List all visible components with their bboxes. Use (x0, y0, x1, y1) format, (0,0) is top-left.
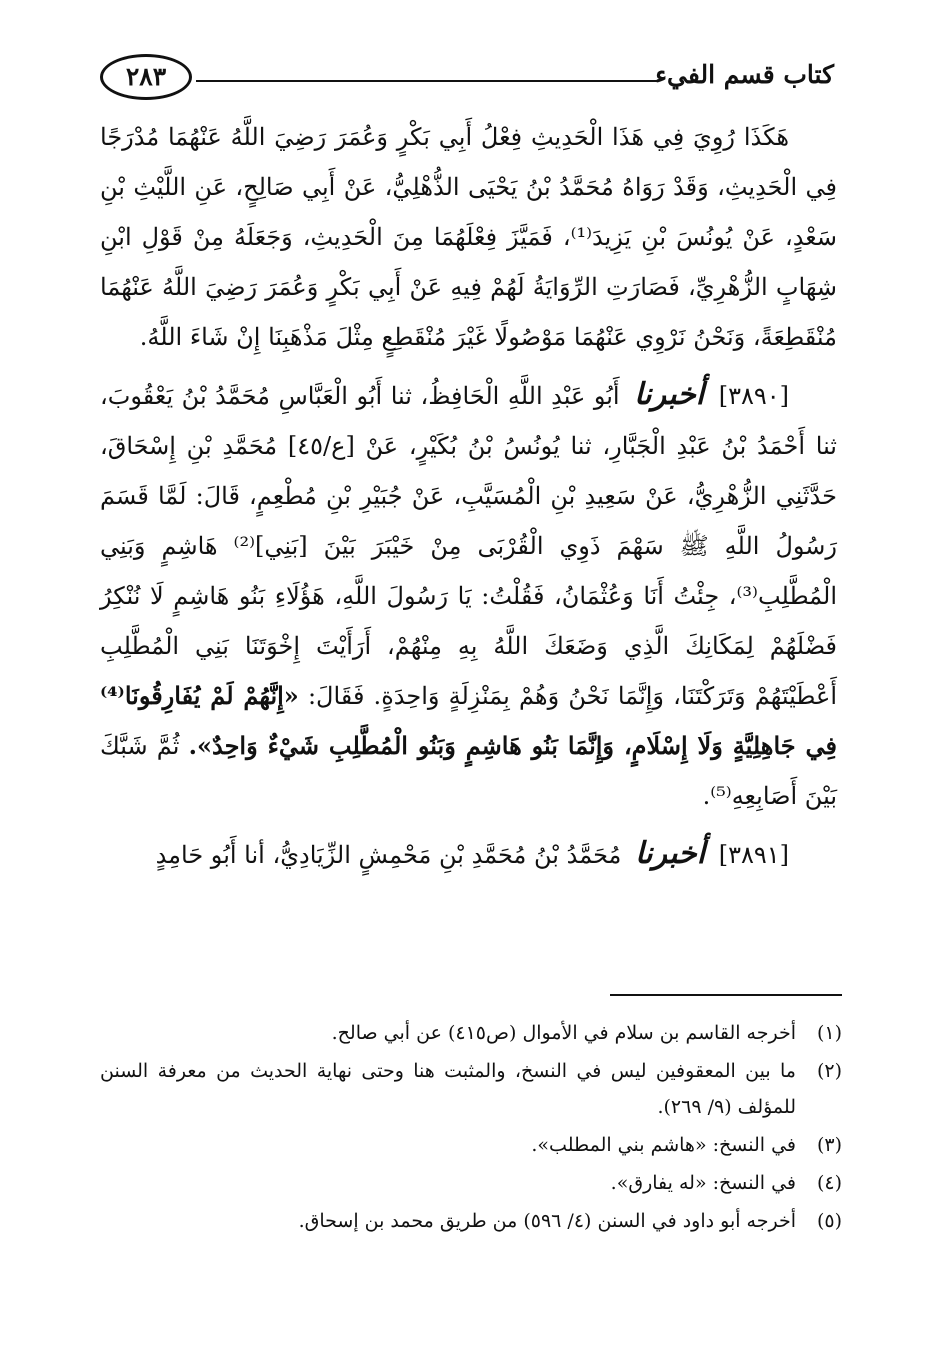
hadith-number: [٣٨٩١] (718, 841, 789, 869)
hadith-text: مُحَمَّدُ بْنُ مُحَمَّدِ بْنِ مَحْمِشٍ الزِّيَادِيُّ، أنا أَبُو حَامِدٍ (155, 841, 622, 869)
hadith-text: أَبُو عَبْدِ اللَّهِ الْحَافِظُ، ثنا أَبُو الْعَبَّاسِ مُحَمَّدُ بْنُ يَعْقُوبَ، ثنا أَحْمَدُ بْنُ عَبْدِ الْجَبَّارِ، ثنا يُونُسُ بْنُ بُكَيْرٍ، عَنْ [ع/٤٥] مُحَمَّدِ بْنِ إِسْحَاقَ، حَدَّثَنِي الزُّهْرِيُّ، عَنْ سَعِيدِ بْنِ الْمُسَيَّبِ، عَنْ جُبَيْرِ بْنِ مُطْعِمٍ، قَالَ: لَمَّا قَسَمَ رَسُولُ اللَّهِ ﷺ سَهْمَ ذَوِي الْقُرْبَى مِنْ خَيْبَرَ بَيْنَ [بَنِي]⁽²⁾ هَاشِمٍ وَبَنِي الْمُطَّلِبِ⁽³⁾، جِئْتُ أَنَا وَعُثْمَانُ، فَقُلْتُ: يَا رَسُولَ اللَّهِ، هَؤُلَاءِ بَنُو هَاشِمٍ لَا نُنْكِرُ فَضْلَهُمْ لِمَكَانِكَ الَّذِي وَضَعَكَ اللَّهُ بِهِ مِنْهُمْ، أَرَأَيْتَ إِخْوَتَنَا بَنِي الْمُطَّلِبِ أَعْطَيْتَهُمْ وَتَرَكْتَنَا، وَإِنَّمَا نَحْنُ وَهُمْ بِمَنْزِلَةٍ وَاحِدَةٍ. فَقَالَ: (100, 382, 837, 710)
paragraph-commentary (100, 112, 837, 362)
running-title: كتاب قسم الفيء (655, 60, 834, 89)
footnotes (100, 1015, 842, 1241)
hadith-head-word: أخبرنا (635, 836, 706, 871)
footnote-number: (٣) (816, 1134, 842, 1156)
footnote-text: في النسخ: «هاشم بني المطلب». (531, 1134, 796, 1156)
paragraph-hadith-3891 (100, 829, 837, 880)
footnote-number: (٢) (816, 1060, 842, 1082)
header-rule (196, 80, 657, 82)
footnote-text: أخرجه أبو داود في السنن (٤/ ٥٩٦) من طريق محمد بن إسحاق. (298, 1210, 796, 1232)
footnote-text: في النسخ: «له يفارق». (610, 1172, 796, 1194)
footnote-item (100, 1165, 842, 1201)
paragraph-text: هَكَذَا رُوِيَ فِي هَذَا الْحَدِيثِ فِعْلُ أَبِي بَكْرٍ وَعُمَرَ رَضِيَ اللَّهُ عَنْهُمَا مُدْرَجًا فِي الْحَدِيثِ، وَقَدْ رَوَاهُ مُحَمَّدُ بْنُ يَحْيَى الذُّهْلِيُّ، عَنْ أَبِي صَالِحٍ، عَنِ اللَّيْثِ بْنِ سَعْدٍ، عَنْ يُونُسَ بْنِ يَزِيدَ⁽¹⁾، فَمَيَّزَ فِعْلَهُمَا مِنَ الْحَدِيثِ، وَجَعَلَهُ مِنْ قَوْلِ ابْنِ شِهَابٍ الزُّهْرِيِّ، فَصَارَتِ الرِّوَايَةُ لَهُمْ فِيهِ عَنْ أَبِي بَكْرٍ وَعُمَرَ رَضِيَ اللَّهُ عَنْهُمَا مُنْقَطِعَةً، وَنَحْنُ نَرْوِي عَنْهُمَا مَوْصُولًا غَيْرَ مُنْقَطِعٍ مِثْلَ مَذْهَبِنَا إِنْ شَاءَ اللَّهُ. (100, 123, 837, 351)
footnote-text: ما بين المعقوفين ليس في النسخ، والمثبت هنا وحتى نهاية الحديث من معرفة السنن للمؤلف (٩/ ٢٦٩). (100, 1060, 796, 1118)
page-header (100, 52, 842, 104)
hadith-number: [٣٨٩٠] (718, 382, 789, 410)
footnote-number: (٤) (816, 1172, 842, 1194)
footnote-item (100, 1015, 842, 1051)
footnote-item (100, 1203, 842, 1239)
hadith-tail: ثُمَّ شَبَّكَ بَيْنَ أَصَابِعِهِ⁽⁵⁾. (100, 732, 837, 810)
footnote-item (100, 1127, 842, 1163)
footnote-separator (610, 994, 842, 996)
page-number: ٢٨٣ (100, 54, 192, 100)
footnote-item (100, 1053, 842, 1125)
footnote-text: أخرجه القاسم بن سلام في الأموال (ص٤١٥) عن أبي صالح. (331, 1022, 796, 1044)
footnote-number: (٥) (816, 1210, 842, 1232)
hadith-head-word: أخبرنا (634, 377, 705, 412)
main-text (100, 112, 837, 880)
hadith-quote: «إِنَّهُمْ لَمْ يُفَارِقُونَا⁽⁴⁾ فِي جَاهِلِيَّةٍ وَلَا إِسْلَامٍ، وَإِنَّمَا بَنُو هَاشِمٍ وَبَنُو الْمُطَّلِبِ شَيْءٌ وَاحِدٌ». (100, 681, 838, 760)
paragraph-hadith-3890 (100, 370, 837, 821)
footnote-number: (١) (816, 1022, 842, 1044)
